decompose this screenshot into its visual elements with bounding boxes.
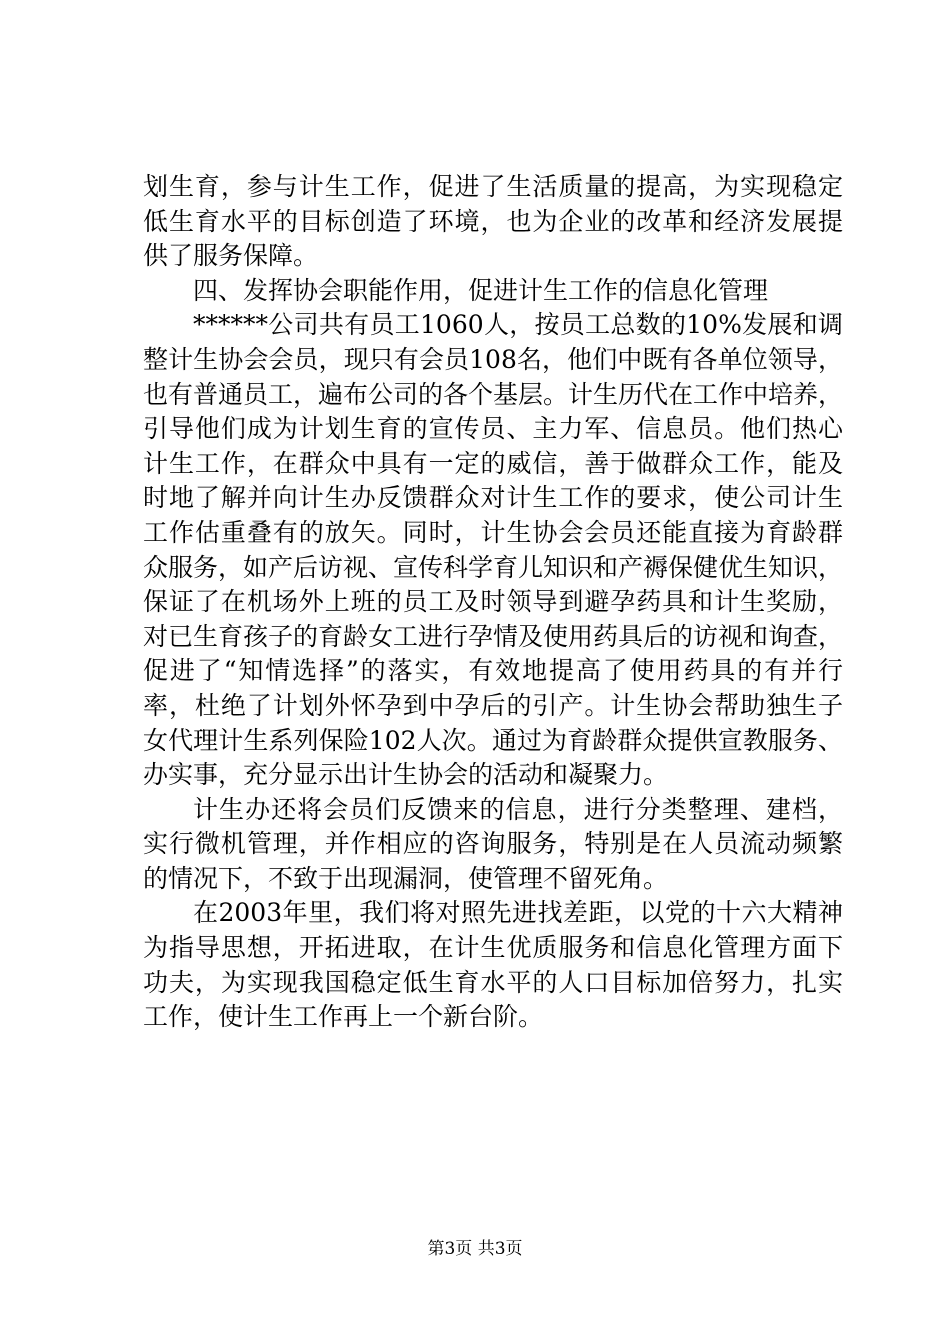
text-line: 保证了在机场外上班的员工及时领导到避孕药具和计生奖励， (143, 587, 843, 617)
text-line: 整计生协会会员，现只有会员108名，他们中既有各单位领导， (143, 344, 843, 374)
text-line: ******公司共有员工1060人，按员工总数的10%发展和调 (193, 310, 843, 340)
text-line: 四、发挥协会职能作用，促进计生工作的信息化管理 (193, 275, 769, 305)
text-line: 时地了解并向计生办反馈群众对计生工作的要求，使公司计生 (143, 483, 843, 513)
text-line: 为指导思想，开拓进取，在计生优质服务和信息化管理方面下 (143, 933, 843, 963)
text-line: 引导他们成为计划生育的宣传员、主力军、信息员。他们热心 (143, 414, 843, 444)
text-line: 低生育水平的目标创造了环境，也为企业的改革和经济发展提 (143, 206, 843, 236)
text-line: 计生办还将会员们反馈来的信息，进行分类整理、建档， (193, 794, 843, 824)
text-line: 工作估重叠有的放矢。同时，计生协会会员还能直接为育龄群 (143, 517, 843, 547)
text-line: 划生育，参与计生工作，促进了生活质量的提高，为实现稳定 (143, 172, 843, 201)
text-line: 供了服务保障。 (143, 241, 319, 271)
text-line: 在2003年里，我们将对照先进找差距，以党的十六大精神 (193, 898, 843, 928)
page-footer: 第3页 共3页 (427, 1239, 523, 1259)
text-line: 也有普通员工，遍布公司的各个基层。计生历代在工作中培养， (143, 379, 844, 409)
text-line: 对已生育孩子的育龄女工进行孕情及使用药具后的访视和询查， (143, 621, 844, 651)
text-line: 实行微机管理，并作相应的咨询服务，特别是在人员流动频繁 (143, 829, 843, 859)
text-line: 办实事，充分显示出计生协会的活动和凝聚力。 (143, 760, 669, 790)
text-line: 的情况下，不致于出现漏洞，使管理不留死角。 (143, 863, 669, 893)
text-line: 工作，使计生工作再上一个新台阶。 (143, 1002, 544, 1032)
document-body (143, 170, 843, 1035)
text-line: 众服务，如产后访视、宣传科学育儿知识和产褥保健优生知识， (143, 552, 844, 582)
text-line: 率，杜绝了计划外怀孕到中孕后的引产。计生协会帮助独生子 (143, 690, 843, 720)
text-line: 计生工作，在群众中具有一定的威信，善于做群众工作，能及 (143, 448, 843, 478)
text-line: 功夫，为实现我国稳定低生育水平的人口目标加倍努力，扎实 (143, 967, 843, 997)
text-line: 女代理计生系列保险102人次。通过为育龄群众提供宣教服务、 (143, 725, 843, 755)
text-line: 促进了“知情选择”的落实，有效地提高了使用药具的有并行 (143, 656, 843, 686)
